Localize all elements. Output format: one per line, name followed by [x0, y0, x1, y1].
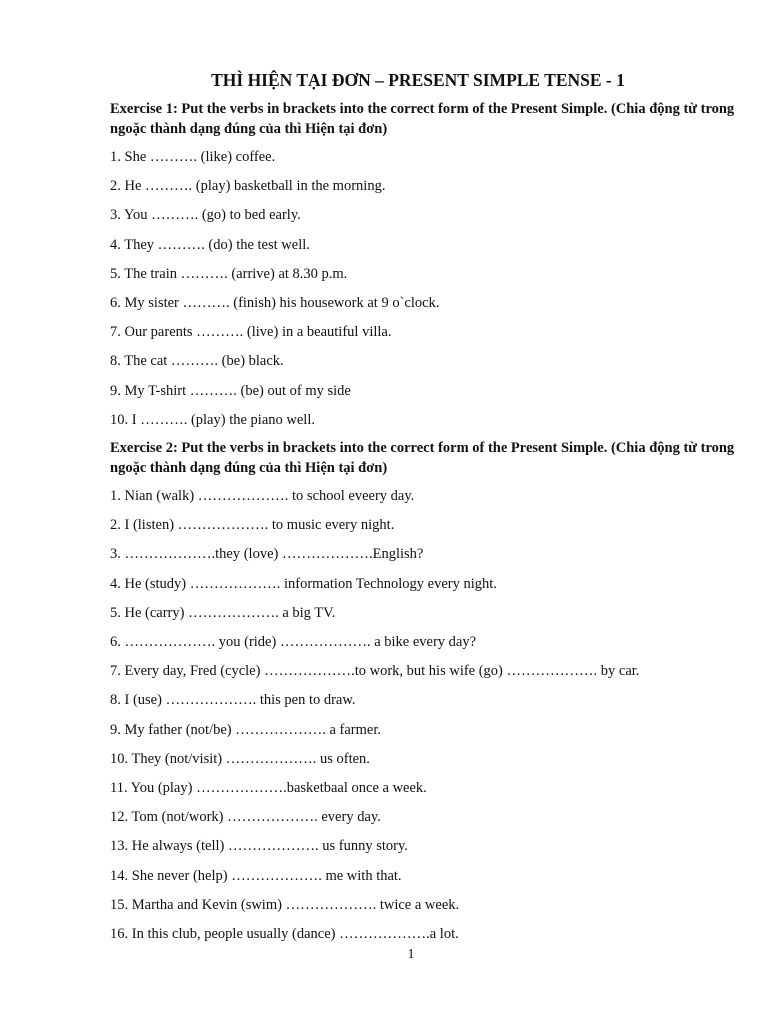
exercise-2-item: 16. In this club, people usually (dance) ……………….a lot.	[110, 926, 459, 943]
exercise-2-item: 2. I (listen) ………………. to music every night.	[110, 517, 395, 534]
exercise-1-item: 6. My sister ………. (finish) his housework at 9 o`clock.	[110, 295, 440, 312]
exercise-1-item: 3. You ………. (go) to bed early.	[110, 207, 301, 224]
exercise-2-item: 8. I (use) ………………. this pen to draw.	[110, 692, 356, 709]
exercise-2-list	[110, 482, 639, 949]
exercise-1-item: 5. The train ………. (arrive) at 8.30 p.m.	[110, 265, 348, 282]
exercise-1-item: 10. I ………. (play) the piano well.	[110, 411, 315, 428]
exercise-2-item: 10. They (not/visit) ………………. us often.	[110, 750, 370, 767]
exercise-1-item: 9. My T-shirt ………. (be) out of my side	[110, 382, 351, 399]
exercise-1-item: 2. He ………. (play) basketball in the morning.	[110, 178, 386, 195]
exercise-2-heading: Exercise 2: Put the verbs in brackets into the correct form of the Present Simple. (Chia động từ trong ngoặc thành dạng đúng của thì Hiện tại đơn)	[110, 440, 735, 476]
exercise-2-item: 12. Tom (not/work) ………………. every day.	[110, 809, 381, 826]
exercise-2-item: 11. You (play) ……………….basketbaal once a week.	[110, 780, 427, 797]
exercise-1-list	[110, 143, 439, 435]
page-number: 1	[407, 947, 415, 962]
exercise-1-item: 1. She ………. (like) coffee.	[110, 149, 276, 165]
exercise-2-item: 4. He (study) ………………. information Technology every night.	[110, 575, 497, 592]
exercise-2-item: 5. He (carry) ………………. a big TV.	[110, 604, 336, 621]
exercise-1-item: 4. They ………. (do) the test well.	[110, 236, 310, 253]
exercise-2-item: 9. My father (not/be) ………………. a farmer.	[110, 721, 381, 738]
exercise-1-item: 7. Our parents ………. (live) in a beautiful villa.	[110, 324, 392, 341]
document-title: THÌ HIỆN TẠI ĐƠN – PRESENT SIMPLE TENSE - 1	[211, 70, 625, 90]
exercise-2-item: 13. He always (tell) ………………. us funny story.	[110, 838, 408, 855]
exercise-1-item: 8. The cat ………. (be) black.	[110, 353, 284, 370]
exercise-2-item: 14. She never (help) ………………. me with that.	[110, 867, 402, 884]
exercise-2-item: 6. ………………. you (ride) ………………. a bike every day?	[110, 634, 477, 651]
exercise-1-heading: Exercise 1: Put the verbs in brackets into the correct form of the Present Simple. (Chia động từ trong ngoặc thành dạng đúng của thì Hiện tại đơn)	[110, 101, 735, 137]
exercise-2-item: 15. Martha and Kevin (swim) ………………. twice a week.	[110, 896, 460, 913]
exercise-2-item: 1. Nian (walk) ………………. to school eveery day.	[110, 488, 415, 504]
exercise-2-item: 7. Every day, Fred (cycle) ……………….to work, but his wife (go) ………………. by car.	[110, 663, 640, 680]
exercise-2-item: 3. ……………….they (love) ……………….English?	[110, 546, 424, 563]
